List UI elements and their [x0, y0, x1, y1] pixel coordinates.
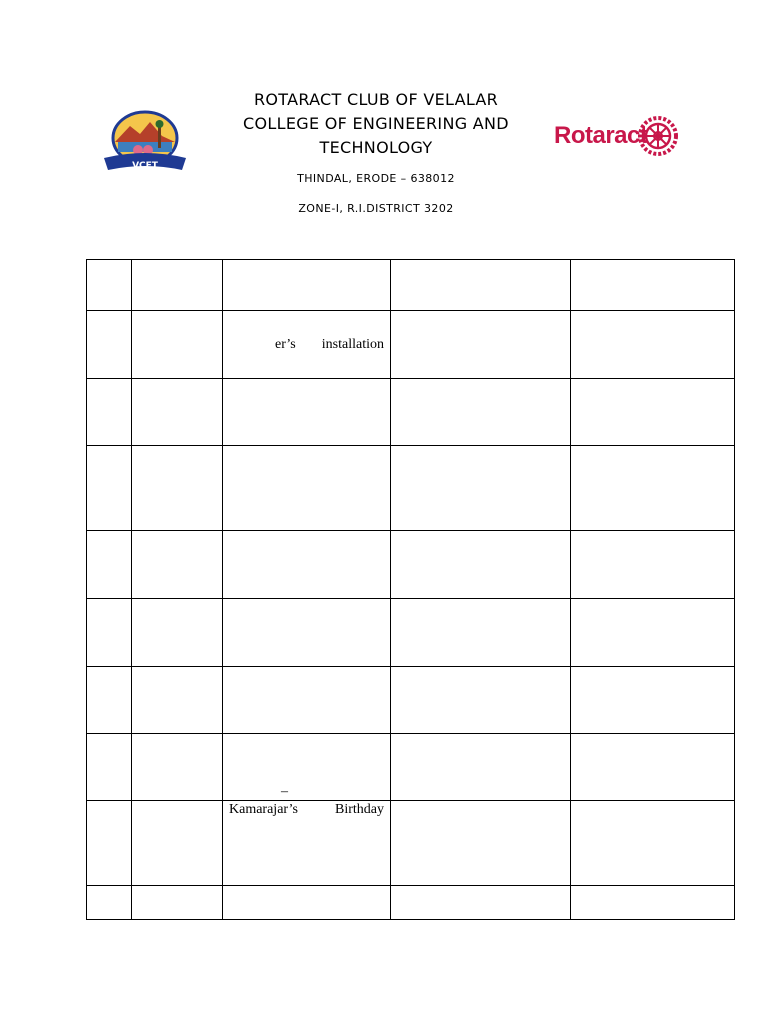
table-cell	[391, 311, 571, 379]
table-cell	[132, 379, 223, 446]
table-cell	[571, 311, 735, 379]
table-cell	[132, 801, 223, 886]
club-zone: ZONE-I, R.I.DISTRICT 3202	[298, 202, 454, 215]
table-cell	[87, 379, 132, 446]
table-cell	[391, 801, 571, 886]
table-cell	[571, 599, 735, 667]
table-cell	[132, 531, 223, 599]
table-cell	[391, 599, 571, 667]
title-line-1: ROTARACT CLUB OF VELALAR	[253, 90, 499, 109]
table-cell	[87, 801, 132, 886]
row-2-description: er’s installation	[275, 336, 384, 352]
table-cell	[223, 260, 391, 311]
table-cell	[223, 446, 391, 531]
table-row	[87, 260, 735, 311]
table-row	[87, 886, 735, 920]
table-cell	[87, 446, 132, 531]
table-cell	[132, 311, 223, 379]
row-9-description: Kamarajar’s Birthday	[229, 802, 384, 817]
table-cell	[87, 667, 132, 734]
table-row	[87, 311, 735, 379]
table-cell	[87, 886, 132, 920]
table-cell	[571, 801, 735, 886]
event-table	[86, 259, 735, 920]
table-cell	[571, 446, 735, 531]
table-row	[87, 379, 735, 446]
table-cell	[132, 886, 223, 920]
table-cell	[87, 734, 132, 801]
table-cell	[391, 667, 571, 734]
table-row	[87, 531, 735, 599]
table-cell	[571, 379, 735, 446]
table-cell	[132, 667, 223, 734]
table-row	[87, 446, 735, 531]
table-cell	[571, 260, 735, 311]
table-cell	[132, 446, 223, 531]
rotary-wheel-icon	[638, 106, 678, 166]
table-row	[87, 667, 735, 734]
table-cell	[223, 379, 391, 446]
table-cell	[223, 667, 391, 734]
table-cell	[391, 531, 571, 599]
table-row	[87, 801, 735, 886]
table-cell	[223, 886, 391, 920]
table-cell	[223, 801, 391, 886]
table-cell	[87, 531, 132, 599]
row-8-dash: –	[281, 784, 288, 799]
club-address: THINDAL, ERODE – 638012	[297, 172, 455, 185]
vcet-emblem-text: VCET	[132, 161, 158, 171]
table-cell	[87, 599, 132, 667]
club-title	[200, 88, 552, 160]
table-cell	[223, 311, 391, 379]
table-cell	[132, 734, 223, 801]
table-cell	[223, 734, 391, 801]
table-cell	[391, 260, 571, 311]
rotaract-wordmark: Rotaract	[554, 122, 648, 149]
title-line-3: TECHNOLOGY	[319, 138, 433, 157]
table-cell	[223, 531, 391, 599]
table-row	[87, 599, 735, 667]
table-cell	[571, 734, 735, 801]
table-cell	[571, 531, 735, 599]
table-cell	[571, 667, 735, 734]
rotaract-logo	[554, 104, 678, 168]
vcet-emblem-icon	[100, 108, 190, 172]
table-cell	[391, 379, 571, 446]
table-cell	[87, 311, 132, 379]
table-row	[87, 734, 735, 801]
letterhead	[0, 0, 768, 240]
table-cell	[391, 734, 571, 801]
table-cell	[571, 886, 735, 920]
title-line-2: COLLEGE OF ENGINEERING AND	[243, 114, 509, 133]
table-cell	[223, 599, 391, 667]
table-cell	[391, 886, 571, 920]
table-cell	[132, 260, 223, 311]
table-cell	[391, 446, 571, 531]
table-cell	[132, 599, 223, 667]
table-cell	[87, 260, 132, 311]
